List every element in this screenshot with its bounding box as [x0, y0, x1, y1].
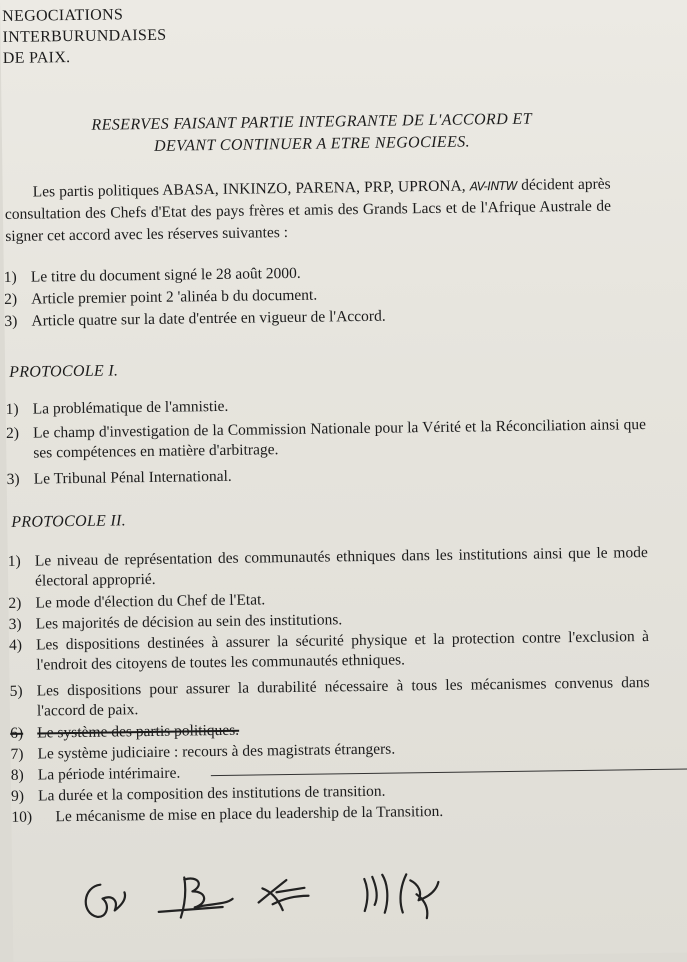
item-text: La durée et la composition des institutions de transition.: [37, 782, 386, 805]
item-number: 3): [6, 470, 20, 488]
item-text: Les dispositions pour assurer la durabilité nécessaire à tous les mécanismes convenus dans l'accord de paix.: [36, 673, 650, 720]
item-number: 7): [10, 745, 24, 763]
signature-1: [86, 884, 126, 917]
item-text: Le mode d'élection du Chef de l'Etat.: [35, 591, 266, 612]
item-number: 5): [9, 682, 23, 700]
list-item: [9, 627, 649, 676]
item-text: Le mécanisme de mise en place du leadership de la Transition.: [55, 802, 444, 826]
list-item: [10, 673, 650, 722]
document-title: [32, 108, 593, 160]
item-number: 2): [4, 290, 18, 308]
item-number: 10): [11, 808, 33, 826]
protocole-2-title: PROTOCOLE II.: [11, 512, 127, 531]
item-text: Le champ d'investigation de la Commission Nationale pour la Vérité et la Réconciliation ainsi que ses compétences en matière d'arbitrage.: [32, 416, 647, 462]
title-line-2: DEVANT CONTINUER A ETRE NEGOCIEES.: [153, 133, 471, 155]
item-number: 1): [7, 552, 21, 570]
item-number: 2): [8, 594, 22, 612]
item-number: 6): [10, 724, 24, 742]
item-number: 8): [10, 766, 24, 784]
intro-text: Les partis politiques ABASA, INKINZO, PARENA, PRP, UPRONA,: [32, 177, 470, 201]
intro-paragraph: [5, 173, 612, 247]
document-header: [2, 4, 167, 69]
item-text: Article quatre sur la date d'entrée en vigueur de l'Accord.: [31, 307, 386, 330]
item-text: La période intérimaire.: [37, 764, 181, 784]
list-item: [7, 461, 647, 490]
item-number: 2): [5, 424, 20, 442]
item-number: 3): [8, 615, 22, 633]
item-text: Article premier point 2 'alinéa b du document.: [31, 286, 318, 308]
handwritten-note: AV-INTW: [469, 178, 518, 194]
protocole-1-list: [6, 391, 647, 490]
signatures: [72, 859, 493, 935]
intro-rest: décident après consultation des Chefs d'Etat des pays frères et amis des Grands Lacs et de l'Afrique Australe de signer cet accord avec les réserves suivantes :: [4, 175, 612, 245]
item-number: 1): [5, 400, 19, 418]
item-text: Les majorités de décision au sein des institutions.: [35, 611, 343, 633]
item-text: Le niveau de représentation des communautés ethniques dans les institutions ainsi que le mode électoral approprié.: [34, 544, 648, 590]
item-text: Le titre du document signé le 28 août 2000.: [30, 264, 301, 286]
protocole-2-list: [8, 543, 652, 828]
header-line-3: DE PAIX.: [2, 49, 71, 67]
item-text: Le Tribunal Pénal International.: [33, 467, 232, 488]
header-line-2: INTERBURUNDAISES: [2, 26, 167, 46]
signatures-drawing: [72, 859, 493, 935]
item-text: Les dispositions destinées à assurer la sécurité physique et la protection contre l'exclusion à l'endroit des citoyens de toutes les communautés ethniques.: [35, 628, 650, 674]
reserves-list: [4, 259, 645, 332]
item-text: La problématique de l'amnistie.: [32, 397, 229, 418]
item-number: 3): [4, 312, 18, 330]
list-item: [6, 415, 646, 464]
item-text: Le système des partis politiques.: [37, 721, 240, 742]
item-number: 1): [3, 268, 17, 286]
title-line-1: RESERVES FAISANT PARTIE INTEGRANTE DE L'ACCORD ET: [91, 110, 533, 134]
item-number: 9): [11, 787, 25, 805]
signature-2: [158, 877, 233, 918]
item-text: Le système judiciaire : recours à des magistrats étrangers.: [37, 740, 396, 763]
list-item: [8, 543, 648, 592]
protocole-1-title: PROTOCOLE I.: [9, 362, 119, 381]
signature-3: [258, 880, 308, 911]
signature-4: [364, 874, 439, 919]
item-number: 4): [8, 636, 23, 654]
header-line-1: NEGOCIATIONS: [2, 6, 124, 25]
